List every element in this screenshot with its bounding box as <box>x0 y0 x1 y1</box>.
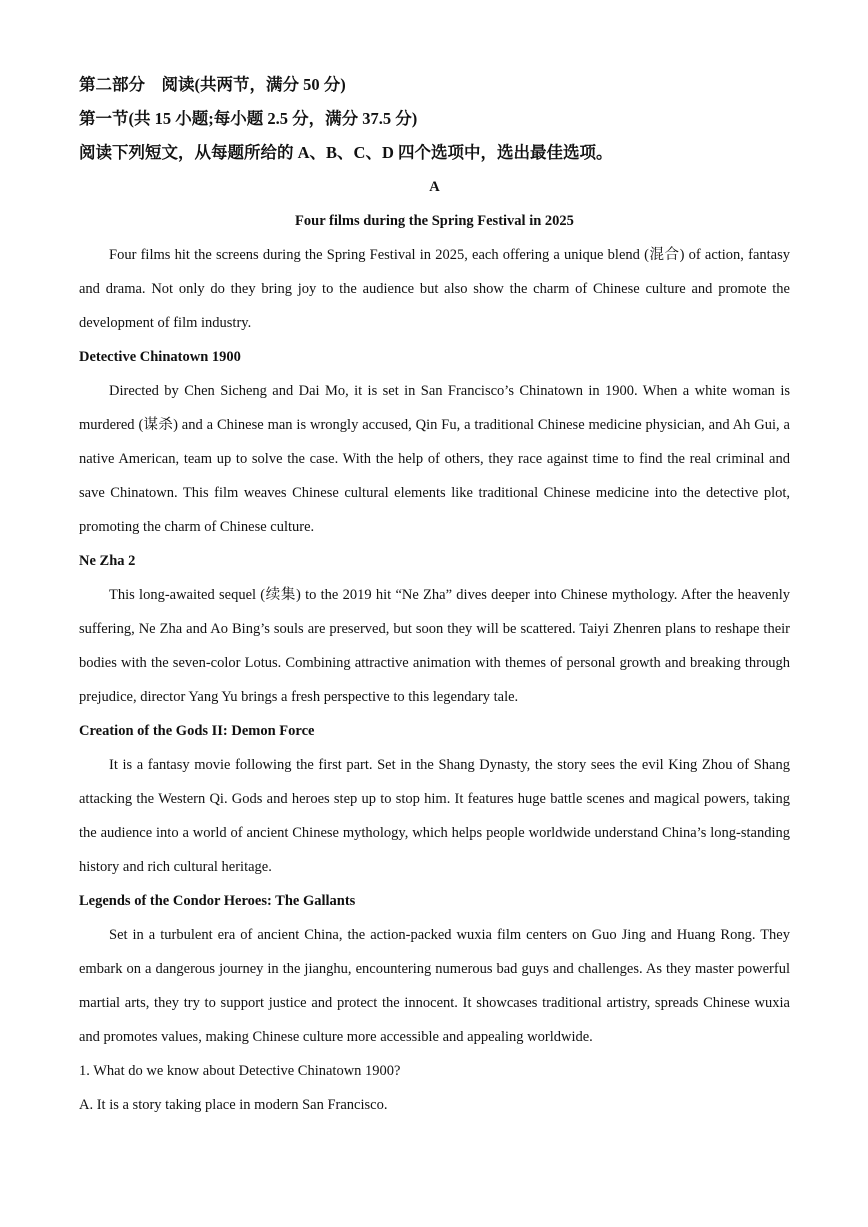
film-text-ne-zha: This long-awaited sequel (续集) to the 2019 hit “Ne Zha” dives deeper into Chinese mythology. After the heavenly suffering, Ne Zha and Ao Bing’s souls are preserved, but soon they will be scattered. Taiyi Zhenren plans to reshape their bodies with the seven-color Lotus. Combining attractive animation with themes of personal growth and breaking through prejudice, director Yang Yu brings a fresh perspective to this legendary tale. <box>79 587 790 705</box>
question-option: A. It is a story taking place in modern San Francisco. <box>79 1097 388 1113</box>
section-heading: 第一节(共 15 小题;每小题 2.5 分，满分 37.5 分) <box>79 109 418 128</box>
film-title-ne-zha: Ne Zha 2 <box>79 553 136 569</box>
passage-title: Four films during the Spring Festival in 2025 <box>295 213 574 229</box>
question-stem: 1. What do we know about Detective Chinatown 1900? <box>79 1063 401 1079</box>
film-text-detective-chinatown: Directed by Chen Sicheng and Dai Mo, it is set in San Francisco’s Chinatown in 1900. When a white woman is murdered (谋杀) and a Chinese man is wrongly accused, Qin Fu, a traditional Chinese medicine physician, and Ah Gui, a native American, team up to solve the case. With the help of others, they race against time to find the real criminal and save Chinatown. This film weaves Chinese cultural elements like traditional Chinese medicine into the detective plot, promoting the charm of Chinese culture. <box>79 383 790 535</box>
passage-intro: Four films hit the screens during the Spring Festival in 2025, each offering a unique blend (混合) of action, fantasy and drama. Not only do they bring joy to the audience but also show the charm of Chinese culture and promote the development of film industry. <box>79 247 790 331</box>
passage-letter: A <box>429 179 440 195</box>
film-title-detective-chinatown: Detective Chinatown 1900 <box>79 349 241 365</box>
film-title-condor-heroes: Legends of the Condor Heroes: The Gallants <box>79 893 356 909</box>
part-heading: 第二部分 阅读(共两节，满分 50 分) <box>79 75 346 94</box>
instruction-text: 阅读下列短文，从每题所给的 A、B、C、D 四个选项中，选出最佳选项。 <box>79 143 613 162</box>
film-text-creation-of-gods: It is a fantasy movie following the first part. Set in the Shang Dynasty, the story sees the evil King Zhou of Shang attacking the Western Qi. Gods and heroes step up to stop him. It features huge battle scenes and magical powers, taking the audience into a world of ancient Chinese mythology, which helps people worldwide understand China’s long-standing history and rich cultural heritage. <box>79 757 790 875</box>
document-page <box>79 68 790 1122</box>
film-text-condor-heroes: Set in a turbulent era of ancient China, the action-packed wuxia film centers on Guo Jing and Huang Rong. They embark on a dangerous journey in the jianghu, encountering numerous bad guys and challenges. As they master powerful martial arts, they try to support justice and protect the innocent. It showcases traditional artistry, spreads Chinese wuxia and promotes values, making Chinese culture more accessible and appealing worldwide. <box>79 927 790 1045</box>
film-title-creation-of-gods: Creation of the Gods II: Demon Force <box>79 723 315 739</box>
